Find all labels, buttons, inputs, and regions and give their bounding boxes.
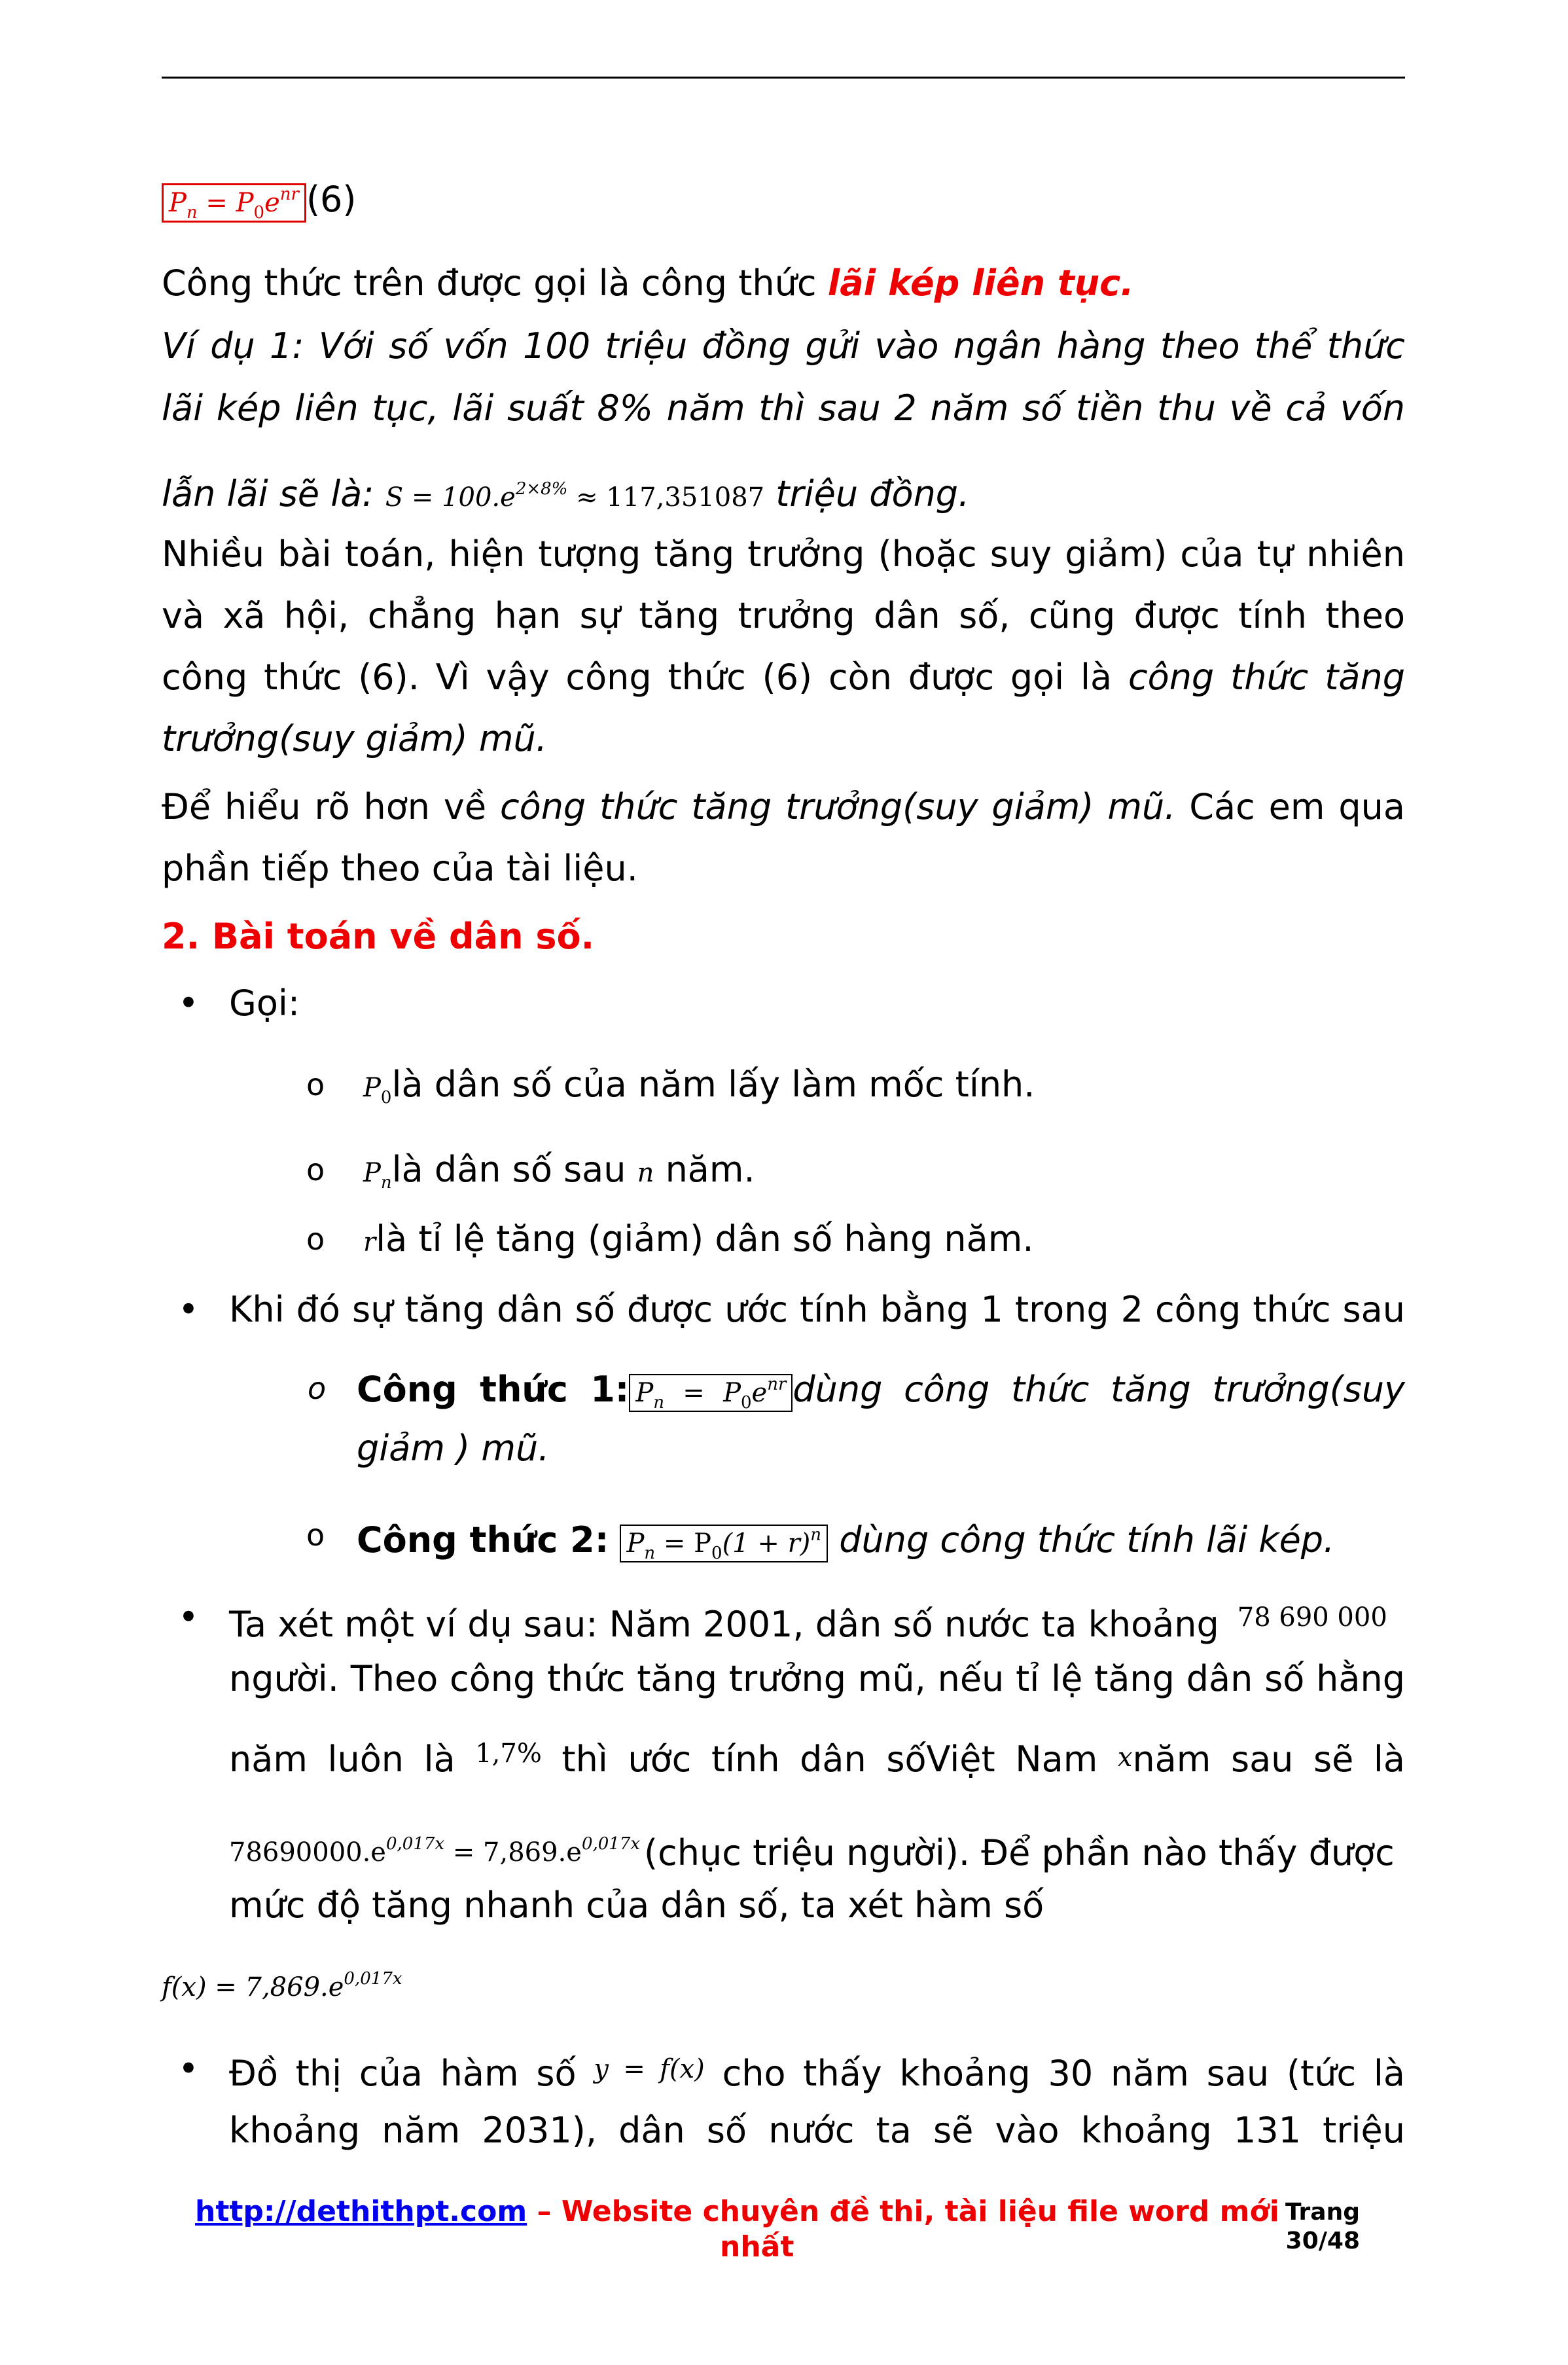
- graph-line1: Đồ thị của hàm số $^{y = f(x)}$ cho thấy khoảng 30 năm sau (tức là: [229, 2053, 1405, 2094]
- page-number: Trang 30/48: [1285, 2199, 1360, 2254]
- para2-line3: công thức (6). Vì vậy công thức (6) còn được gọi là công thức tăng: [162, 657, 1405, 698]
- para2-line2: và xã hội, chẳng hạn sự tăng trưởng dân số, cũng được tính theo: [162, 595, 1405, 636]
- graph-line2: khoảng năm 2031), dân số nước ta sẽ vào khoảng 131 triệu: [229, 2110, 1405, 2151]
- list-item-pn: $P_nlà$ dân số sau n năm.: [363, 1149, 755, 1193]
- list-goi: Gọi:: [229, 983, 300, 1024]
- bullet-circle: o: [306, 1067, 325, 1102]
- footer-line2: nhất: [720, 2230, 794, 2264]
- list-item-r: rlà tỉ lệ tăng (giảm) dân số hàng năm.: [363, 1218, 1034, 1259]
- example2-line5: mức độ tăng nhanh của dân số, ta xét hàm số: [229, 1885, 1044, 1926]
- formula-6: [162, 172, 1405, 236]
- list-item-p0: $P_0là$ dân số của năm lấy làm mốc tính.: [363, 1064, 1035, 1108]
- example1-line3: lẫn lãi sẽ là: $S = 100.e^{2\times 8\%} \approx 117,351087$ triệu đồng.: [162, 473, 970, 515]
- bullet-circle: o: [306, 1517, 325, 1553]
- list-khi-do: Khi đó sự tăng dân số được ước tính bằng 1 trong 2 công thức sau: [229, 1289, 1405, 1330]
- bullet-circle: o: [308, 1371, 327, 1406]
- formula-1-line2: giảm ) mũ.: [357, 1428, 550, 1469]
- bullet-dot: •: [178, 2048, 199, 2089]
- example2-line2: người. Theo công thức tăng trưởng mũ, nếu tỉ lệ tăng dân số hằng: [229, 1658, 1405, 1699]
- para2-line1: Nhiều bài toán, hiện tượng tăng trưởng (hoặc suy giảm) của tự nhiên: [162, 533, 1405, 575]
- example2-line4: $78690000.e^{0,017x} = 7,869.e^{0,017x}$ (chục triệu người). Để phần nào thấy được: [229, 1832, 1395, 1873]
- bullet-circle: o: [306, 1221, 325, 1257]
- header-rule: [162, 77, 1405, 79]
- term-lai-kep-lien-tuc: lãi kép liên tục.: [827, 262, 1134, 304]
- paragraph-continuous-compound: Công thức trên được gọi là công thức lãi kép liên tục.: [162, 262, 1134, 304]
- boxed-formula-2: $P_n = P_0(1 + r)^n$: [620, 1525, 828, 1562]
- bullet-dot: •: [178, 983, 199, 1024]
- para3-line2: phần tiếp theo của tài liệu.: [162, 848, 638, 889]
- bullet-circle: o: [306, 1152, 325, 1187]
- footer-line1: http://dethithpt.com – Website chuyên đề thi, tài liệu file word mới: [195, 2195, 1279, 2228]
- example2-line1: Ta xét một ví dụ sau: Năm 2001, dân số nước ta khoảng $^{78 690 000}$: [229, 1602, 1387, 1645]
- example2-line3: năm luôn là $^{1,7\%}$ thì ước tính dân sốViệt Nam xnăm sau sẽ là: [229, 1739, 1406, 1780]
- bullet-dot: •: [178, 1597, 199, 1638]
- boxed-formula-1: $P_n = P_0e^{nr}$: [629, 1374, 793, 1412]
- footer-website-text: Website chuyên đề thi, tài liệu file word mới: [561, 2195, 1279, 2228]
- example1-line1: Ví dụ 1: Với số vốn 100 triệu đồng gửi vào ngân hàng theo thể thức: [162, 325, 1405, 367]
- boxed-formula-compound: $P_n = P_0e^{nr}$: [162, 183, 306, 223]
- example1-line2: lãi kép liên tục, lãi suất 8% năm thì sau 2 năm số tiền thu về cả vốn: [162, 388, 1405, 429]
- para3-line1: Để hiểu rõ hơn về công thức tăng trưởng(suy giảm) mũ. Các em qua: [162, 786, 1405, 827]
- formula-1-line: Công thức 1: $P_n = P_0e^{nr}$ dùng công thức tăng trưởng(suy: [357, 1369, 1405, 1413]
- formula-label: (6): [306, 179, 357, 220]
- formula-2-line: Công thức 2: $P_n = P_0(1 + r)^n$ dùng công thức tính lãi kép.: [357, 1519, 1335, 1563]
- para2-line4: trưởng(suy giảm) mũ.: [162, 718, 547, 759]
- footer-link[interactable]: http://dethithpt.com: [195, 2195, 527, 2228]
- bullet-dot: •: [178, 1289, 199, 1330]
- section-title: 2. Bài toán về dân số.: [162, 916, 595, 957]
- function-fx: $f(x) = 7,869.e^{0,017x}$: [162, 1969, 402, 2002]
